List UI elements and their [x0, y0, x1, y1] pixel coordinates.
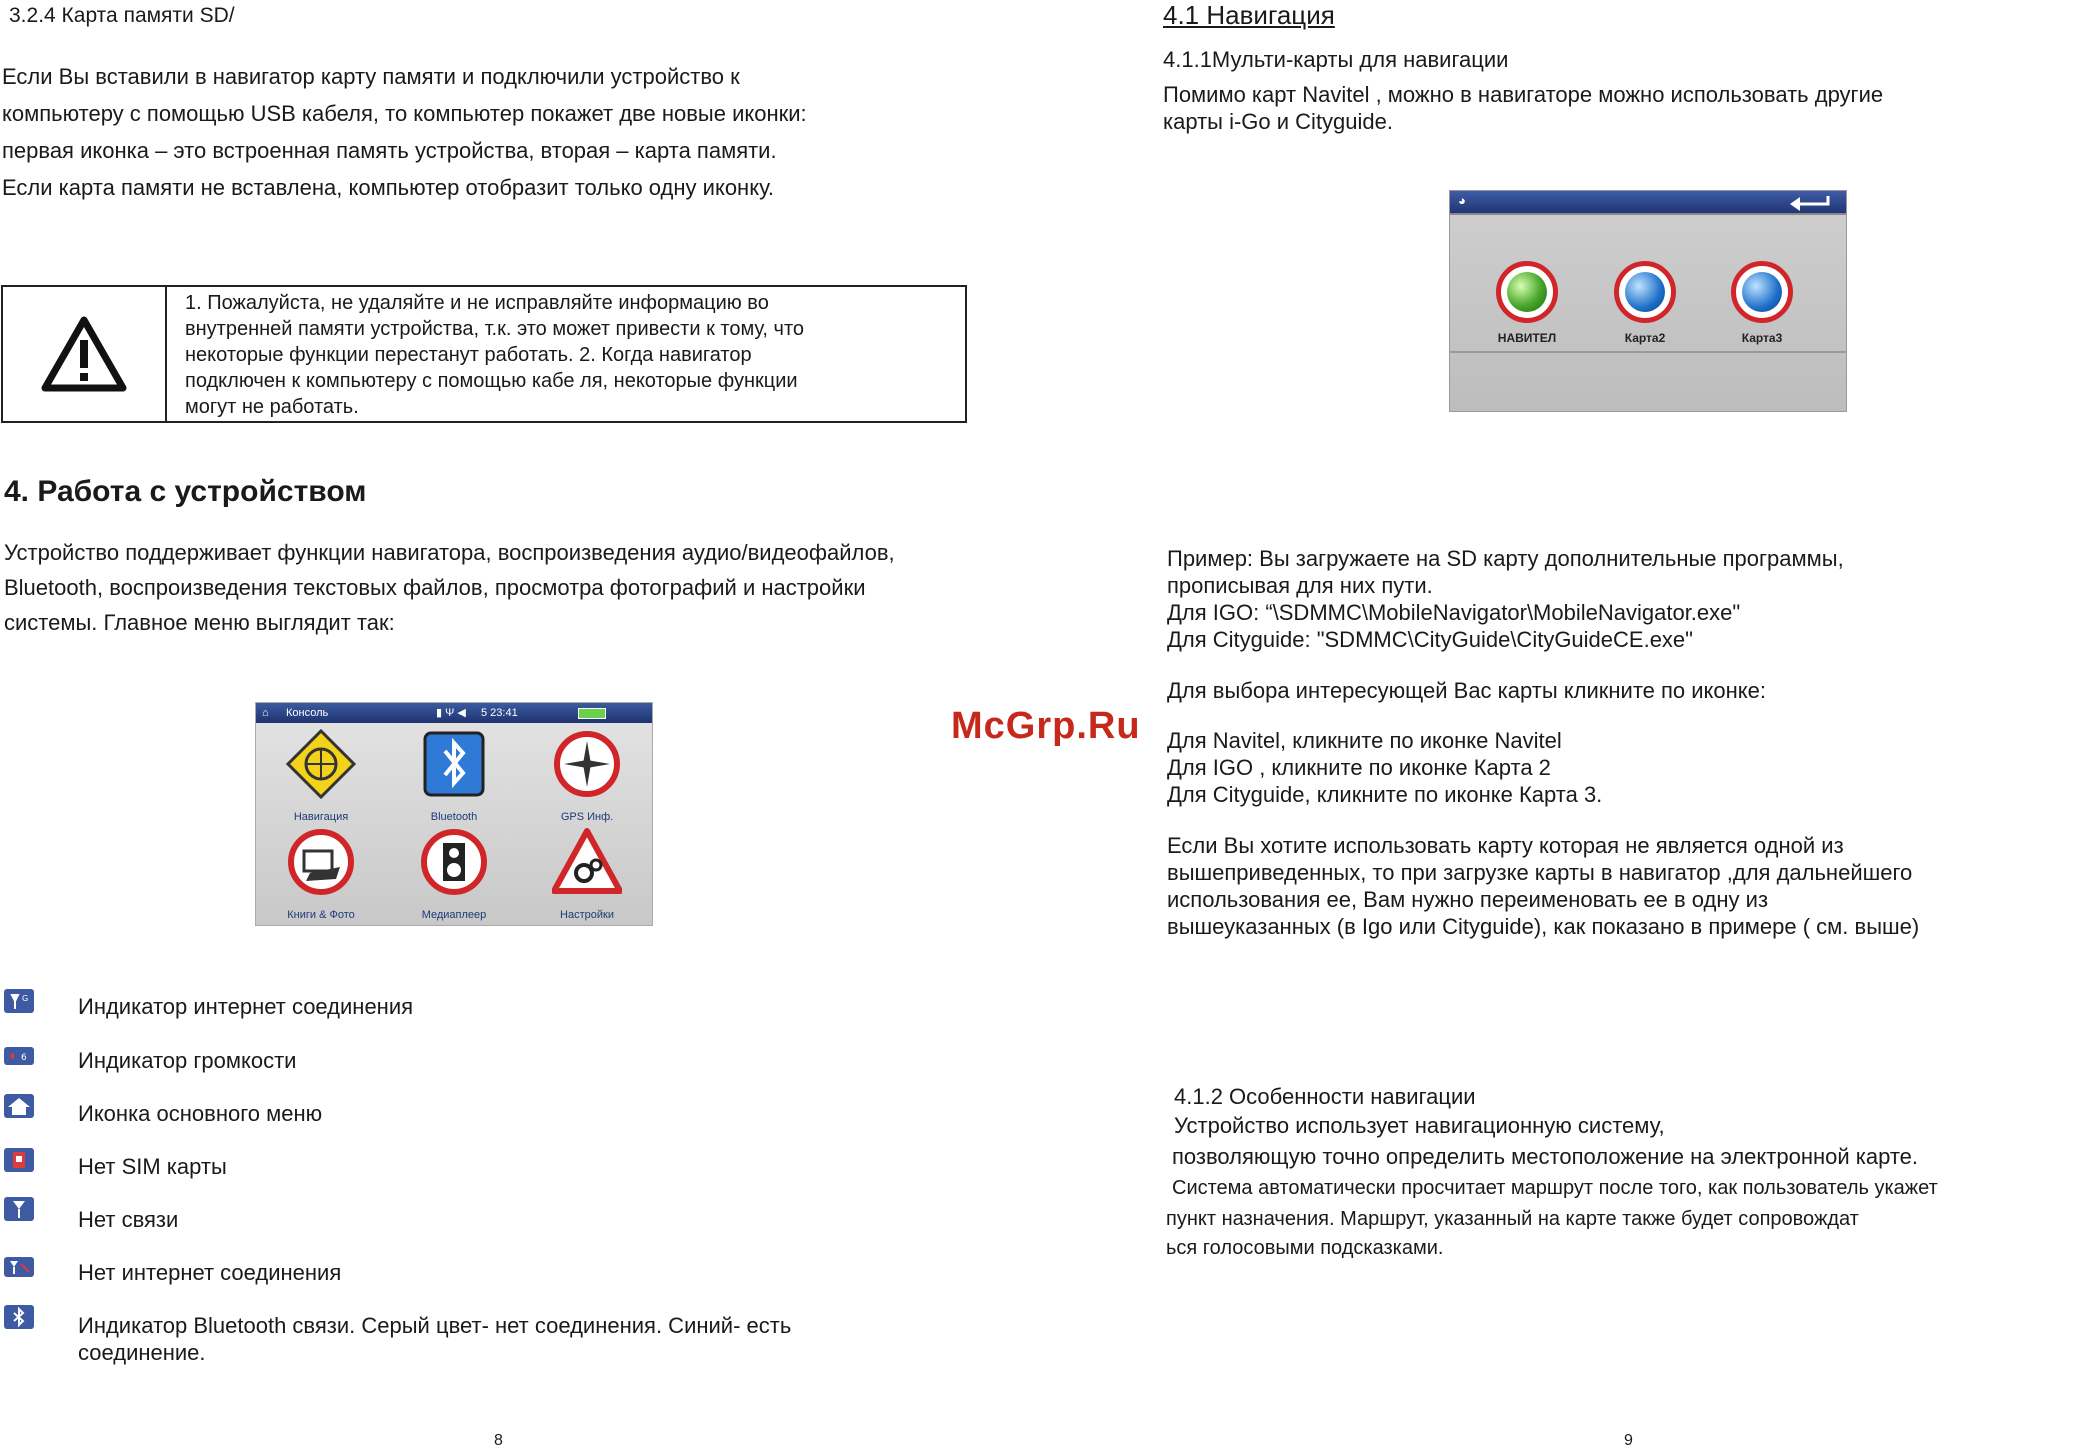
status-icons: ▮ Ψ ◀	[436, 707, 466, 719]
text-line: Пример: Вы загружаете на SD карту дополнительные программы,	[1167, 546, 1844, 571]
text-line: Для Navitel, кликните по иконке Navitel	[1167, 728, 1562, 753]
globe-icon	[1625, 272, 1665, 312]
tile-label: Медиаплеер	[421, 909, 487, 921]
text-line: Для Cityguide, кликните по иконке Карта 3.	[1167, 782, 1603, 807]
text-line: прописывая для них пути.	[1167, 573, 1433, 598]
divider	[1450, 351, 1846, 353]
text-line: Устройство использует навигационную систему,	[1174, 1113, 1665, 1138]
map3-button[interactable]	[1731, 261, 1793, 323]
legend-text: Иконка основного меню	[78, 1101, 323, 1126]
text-line: компьютеру с помощью USB кабеля, то компьютер покажет две новые иконки:	[2, 101, 807, 126]
text-line: Если карта памяти не вставлена, компьютер отобразит только одну иконку.	[2, 175, 774, 200]
device-paragraph	[4, 535, 1004, 640]
text-line: Помимо карт Navitel , можно в навигаторе можно использовать другие	[1163, 82, 1884, 107]
page-number: 8	[494, 1432, 503, 1449]
legend-text: Нет SIM карты	[78, 1154, 227, 1179]
legend-internet	[4, 989, 34, 1018]
legend-text: Индикатор Bluetooth связи. Серый цвет- нет соединения. Синий- есть	[78, 1313, 792, 1338]
subheading-multi-maps: 4.1.1Мульти-карты для навигации	[1163, 47, 1509, 72]
tile-label: Bluetooth	[430, 811, 478, 823]
gps-compass-icon	[552, 729, 622, 799]
tile-navigation[interactable]	[256, 725, 386, 825]
map-label: Карта3	[1741, 331, 1783, 345]
no-internet-icon	[4, 1255, 34, 1279]
text-line: Для выбора интересующей Вас карты кликните по иконке:	[1167, 678, 1767, 703]
heading-device-operation: 4. Работа с устройством	[4, 475, 367, 508]
back-arrow-icon[interactable]	[1788, 193, 1832, 211]
legend-bluetooth	[4, 1305, 34, 1334]
text-line: использования ее, Вам нужно переименовать ее в одну из	[1167, 887, 1769, 912]
sd-card-paragraph	[2, 58, 1002, 206]
navigation-icon	[286, 729, 356, 799]
tile-media-player[interactable]	[389, 823, 519, 923]
books-photo-icon	[286, 827, 356, 897]
text-line: Bluetooth, воспроизведения текстовых файлов, просмотра фотографий и настройки	[4, 575, 866, 600]
speaker-icon	[419, 827, 489, 897]
legend-no-internet	[4, 1255, 34, 1284]
text-line: первая иконка – это встроенная память устройства, вторая – карта памяти.	[2, 138, 777, 163]
text-line: вышеуказанных (в Igo или Cityguide), как показано в примере ( см. выше)	[1167, 914, 1920, 939]
watermark: McGrp.Ru	[951, 705, 1141, 747]
map-label: НАВИТЕЛ	[1497, 331, 1557, 345]
text-line: позволяющую точно определить местоположение на электронной карте.	[1172, 1144, 1919, 1169]
volume-icon	[4, 1045, 34, 1069]
warning-text	[185, 290, 965, 420]
home-icon: ⌂	[262, 707, 269, 719]
text-line: ься голосовыми подсказками.	[1166, 1237, 1444, 1259]
text-line: Для Cityguide: "SDMMC\CityGuide\CityGuideCE.exe"	[1167, 627, 1693, 652]
divider	[1450, 213, 1846, 215]
warning-triangle-icon	[41, 316, 127, 392]
text-line: 1. Пожалуйста, не удаляйте и не исправляйте информацию во	[185, 292, 769, 314]
menu-status-bar	[256, 703, 652, 723]
map-screen-title-bar	[1450, 191, 1846, 213]
page-number: 9	[1624, 1432, 1633, 1449]
map-label: Карта2	[1624, 331, 1666, 345]
settings-gears-icon	[552, 827, 622, 897]
text-line: могут не работать.	[185, 396, 359, 418]
status-text: 5 23:41	[481, 707, 518, 719]
legend-text: Индикатор громкости	[78, 1048, 297, 1073]
legend-text: Индикатор интернет соединения	[78, 994, 414, 1019]
tile-books-photo[interactable]	[256, 823, 386, 923]
bluetooth-icon	[419, 729, 489, 799]
text-line: системы. Главное меню выглядит так:	[4, 610, 395, 635]
no-sim-icon	[4, 1148, 34, 1172]
home-icon	[4, 1094, 34, 1118]
svg-text:6: 6	[21, 1053, 27, 1063]
warning-box	[1, 285, 967, 423]
globe-icon	[1742, 272, 1782, 312]
legend-text: Нет связи	[78, 1207, 179, 1232]
text-line: Для IGO , кликните по иконке Карта 2	[1167, 755, 1551, 780]
warning-icon-cell	[3, 287, 167, 421]
navitel-globe-icon	[1507, 272, 1547, 312]
tile-label: Навигация	[293, 811, 349, 823]
bluetooth-icon	[4, 1305, 34, 1329]
legend-text: Нет интернет соединения	[78, 1260, 342, 1285]
heading-navigation: 4.1 Навигация	[1163, 0, 1335, 30]
text-line: карты i-Go и Cityguide.	[1163, 109, 1394, 134]
tile-gps-info[interactable]	[522, 725, 652, 825]
text-line: Устройство поддерживает функции навигатора, воспроизведения аудио/видеофайлов,	[4, 540, 895, 565]
map2-button[interactable]	[1614, 261, 1676, 323]
text-line: Если Вы хотите использовать карту которая не является одной из	[1167, 833, 1844, 858]
text-line: внутренней памяти устройства, т.к. это может привести к тому, что	[185, 318, 805, 340]
subheading-navigation-features: 4.1.2 Особенности навигации	[1174, 1084, 1476, 1109]
legend-text-continued: соединение.	[78, 1340, 206, 1365]
tile-label: Настройки	[560, 909, 614, 921]
legend-no-signal	[4, 1197, 34, 1226]
internet-connection-icon	[4, 989, 34, 1013]
navitel-map-button[interactable]	[1496, 261, 1558, 323]
legend-volume	[4, 1045, 34, 1074]
no-signal-icon	[4, 1197, 34, 1221]
map-selection-screenshot	[1449, 190, 1847, 412]
legend-no-sim	[4, 1148, 34, 1177]
main-menu-screenshot	[255, 702, 653, 926]
tile-bluetooth[interactable]	[389, 725, 519, 825]
text-line: Система автоматически просчитает маршрут после того, как пользователь укажет	[1172, 1177, 1938, 1199]
tile-label: GPS Инф.	[560, 811, 614, 823]
tile-label: Книги & Фото	[287, 909, 355, 921]
text-line: некоторые функции перестанут работать. 2. Когда навигатор	[185, 344, 752, 366]
legend-home	[4, 1094, 34, 1123]
text-line: вышеприведенных, то при загрузке карты в навигатор ,для дальнейшего	[1167, 860, 1913, 885]
text-line: подключен к компьютеру с помощью кабе ля, некоторые функции	[185, 370, 798, 392]
text-line: пункт назначения. Маршрут, указанный на карте также будет сопровождат	[1166, 1208, 1859, 1230]
text-line: Для IGO: “\SDMMC\MobileNavigator\MobileNavigator.exe"	[1167, 600, 1741, 625]
svg-text:G: G	[22, 994, 29, 1003]
tile-settings[interactable]	[522, 823, 652, 923]
menu-title: Консоль	[286, 707, 329, 719]
section-title-sd-card: 3.2.4 Карта памяти SD/	[9, 4, 235, 27]
battery-icon	[578, 708, 606, 719]
text-line: Если Вы вставили в навигатор карту памяти и подключили устройство к	[2, 64, 740, 89]
globe-small-icon: ◕	[1458, 193, 1466, 208]
